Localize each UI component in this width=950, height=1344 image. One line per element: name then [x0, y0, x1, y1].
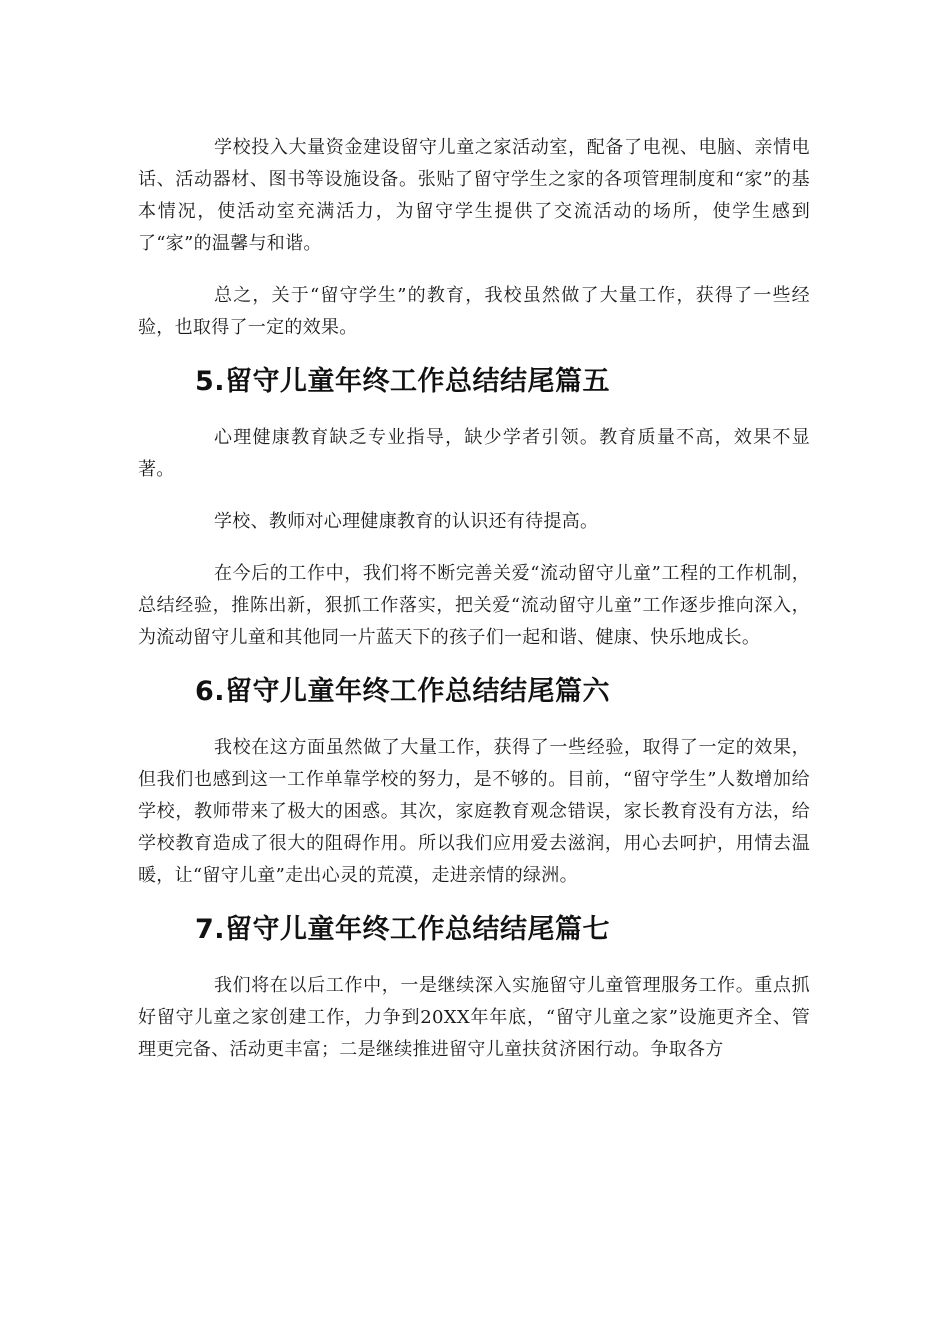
paragraph: 心理健康教育缺乏专业指导，缺少学者引领。教育质量不高，效果不显著。: [138, 427, 810, 480]
section-heading-6: 6.留守儿童年终工作总结结尾篇六: [195, 676, 611, 707]
section-heading-5: 5.留守儿童年终工作总结结尾篇五: [195, 366, 611, 397]
paragraph: 我校在这方面虽然做了大量工作，获得了一些经验，取得了一定的效果，但我们也感到这一工作单靠学校的努力，是不够的。目前，“留守学生”人数增加给学校，教师带来了极大的困惑。其次，家庭教育观念错误，家长教育没有方法，给学校教育造成了很大的阻碍作用。所以我们应用爱去滋润，用心去呵护，用情去温暖，让“留守儿童”走出心灵的荒漠，走进亲情的绿洲。: [138, 737, 810, 886]
paragraph: 学校、教师对心理健康教育的认识还有待提高。: [214, 511, 599, 532]
paragraph: 在今后的工作中，我们将不断完善关爱“流动留守儿童”工程的工作机制，总结经验，推陈出新，狠抓工作落实，把关爱“流动留守儿童”工作逐步推向深入，为流动留守儿童和其他同一片蓝天下的孩子们一起和谐、健康、快乐地成长。: [138, 563, 810, 648]
paragraph: 我们将在以后工作中，一是继续深入实施留守儿童管理服务工作。重点抓好留守儿童之家创建工作，力争到20XX年年底，“留守儿童之家”设施更齐全、管理更完备、活动更丰富；二是继续推进留守儿童扶贫济困行动。争取各方: [138, 975, 810, 1060]
section-heading-7: 7.留守儿童年终工作总结结尾篇七: [195, 914, 611, 945]
document-body: [138, 132, 810, 1066]
paragraph: 学校投入大量资金建设留守儿童之家活动室，配备了电视、电脑、亲情电话、活动器材、图书等设施设备。张贴了留守学生之家的各项管理制度和“家”的基本情况，使活动室充满活力，为留守学生提供了交流活动的场所，使学生感到了“家”的温馨与和谐。: [138, 137, 810, 254]
paragraph: 总之，关于“留守学生”的教育，我校虽然做了大量工作，获得了一些经验，也取得了一定的效果。: [138, 285, 810, 338]
